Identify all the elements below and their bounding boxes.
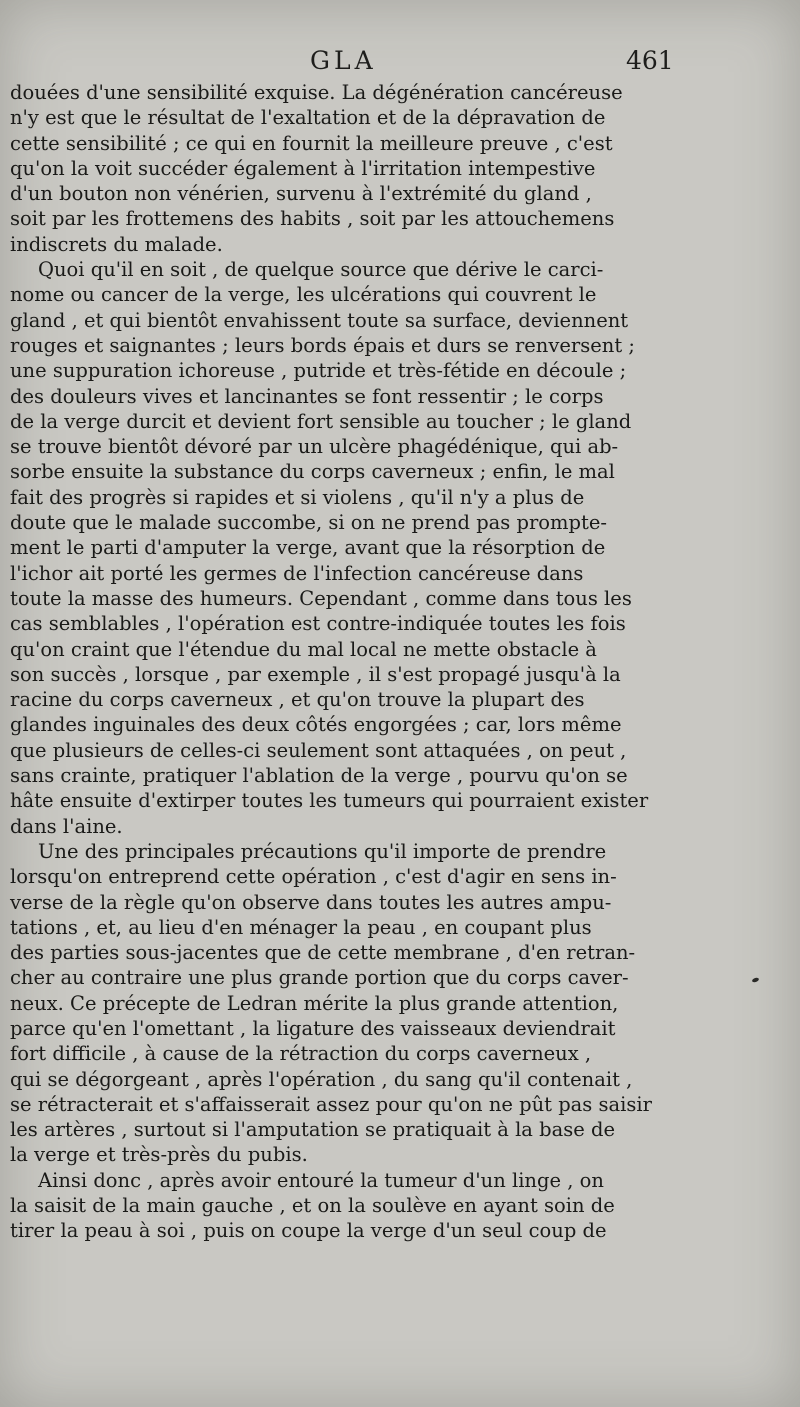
text-line: fort difficile , à cause de la rétraction du corps caverneux , xyxy=(10,1042,592,1066)
text-line: fait des progrès si rapides et si violens , qu'il n'y a plus de xyxy=(10,485,585,509)
text-line: neux. Ce précepte de Ledran mérite la plus grande attention, xyxy=(10,991,619,1015)
text-line: que plusieurs de celles-ci seulement sont attaquées , on peut , xyxy=(10,738,627,762)
text-line: tations , et, au lieu d'en ménager la peau , en coupant plus xyxy=(10,915,592,939)
text-line: tirer la peau à soi , puis on coupe la verge d'un seul coup de xyxy=(10,1219,607,1243)
text-line: verse de la règle qu'on observe dans toutes les autres ampu- xyxy=(10,890,612,914)
paragraph xyxy=(10,839,670,1168)
text-line: sans crainte, pratiquer l'ablation de la verge , pourvu qu'on se xyxy=(10,764,628,788)
text-line: d'un bouton non vénérien, survenu à l'extrémité du gland , xyxy=(10,182,592,206)
text-line: les artères , surtout si l'amputation se pratiquait à la base de xyxy=(10,1118,616,1142)
text-line: n'y est que le résultat de l'exaltation et de la dépravation de xyxy=(10,106,606,130)
text-line: gland , et qui bientôt envahissent toute sa surface, deviennent xyxy=(10,308,629,332)
paragraph xyxy=(10,257,670,839)
text-line: cette sensibilité ; ce qui en fournit la meilleure preuve , c'est xyxy=(10,131,613,155)
text-line: qu'on craint que l'étendue du mal local ne mette obstacle à xyxy=(10,637,597,661)
text-line: son succès , lorsque , par exemple , il s'est propagé jusqu'à la xyxy=(10,662,621,686)
text-line: doute que le malade succombe, si on ne prend pas prompte- xyxy=(10,511,607,535)
text-line: indiscrets du malade. xyxy=(10,232,223,256)
text-line: de la verge durcit et devient fort sensible au toucher ; le gland xyxy=(10,409,632,433)
text-line: des douleurs vives et lancinantes se font ressentir ; le corps xyxy=(10,384,604,408)
page-number: 461 xyxy=(626,46,674,75)
body-text xyxy=(10,80,670,1244)
paragraph xyxy=(10,1168,670,1244)
page-header xyxy=(0,46,800,82)
text-line: cas semblables , l'opération est contre-indiquée toutes les fois xyxy=(10,612,626,636)
text-line: la saisit de la main gauche , et on la soulève en ayant soin de xyxy=(10,1194,615,1218)
text-line: sorbe ensuite la substance du corps caverneux ; enfin, le mal xyxy=(10,460,615,484)
text-line: se rétracterait et s'affaisserait assez pour qu'on ne pût pas saisir xyxy=(10,1092,652,1116)
paragraph xyxy=(10,80,670,257)
text-line: l'ichor ait porté les germes de l'infection cancéreuse dans xyxy=(10,561,584,585)
text-line: parce qu'en l'omettant , la ligature des vaisseaux deviendrait xyxy=(10,1016,616,1040)
text-line: glandes inguinales des deux côtés engorgées ; car, lors même xyxy=(10,713,622,737)
running-title: GLA xyxy=(310,46,377,75)
text-line: une suppuration ichoreuse , putride et très-fétide en découle ; xyxy=(10,359,627,383)
text-line: ment le parti d'amputer la verge, avant que la résorption de xyxy=(10,536,606,560)
text-line: qui se dégorgeant , après l'opération , du sang qu'il contenait , xyxy=(10,1067,633,1091)
text-line: nome ou cancer de la verge, les ulcérations qui couvrent le xyxy=(10,283,597,307)
text-line: toute la masse des humeurs. Cependant , comme dans tous les xyxy=(10,586,632,610)
text-line: des parties sous-jacentes que de cette membrane , d'en retran- xyxy=(10,941,636,965)
text-line: se trouve bientôt dévoré par un ulcère phagédénique, qui ab- xyxy=(10,435,619,459)
text-line: la verge et très-près du pubis. xyxy=(10,1143,308,1167)
text-line: rouges et saignantes ; leurs bords épais et durs se renversent ; xyxy=(10,333,635,357)
text-line: Une des principales précautions qu'il importe de prendre xyxy=(38,839,607,863)
text-line: dans l'aine. xyxy=(10,814,123,838)
text-line: hâte ensuite d'extirper toutes les tumeurs qui pourraient exister xyxy=(10,789,649,813)
text-line: qu'on la voit succéder également à l'irritation intempestive xyxy=(10,156,596,180)
text-line: cher au contraire une plus grande portion que du corps caver- xyxy=(10,966,629,990)
text-line: Ainsi donc , après avoir entouré la tumeur d'un linge , on xyxy=(38,1168,604,1192)
text-line: lorsqu'on entreprend cette opération , c'est d'agir en sens in- xyxy=(10,865,617,889)
text-line: racine du corps caverneux , et qu'on trouve la plupart des xyxy=(10,688,585,712)
text-line: douées d'une sensibilité exquise. La dégénération cancéreuse xyxy=(10,81,623,104)
text-line: soit par les frottemens des habits , soit par les attouchemens xyxy=(10,207,615,231)
text-line: Quoi qu'il en soit , de quelque source que dérive le carci- xyxy=(38,258,604,282)
ink-spot xyxy=(752,977,760,983)
